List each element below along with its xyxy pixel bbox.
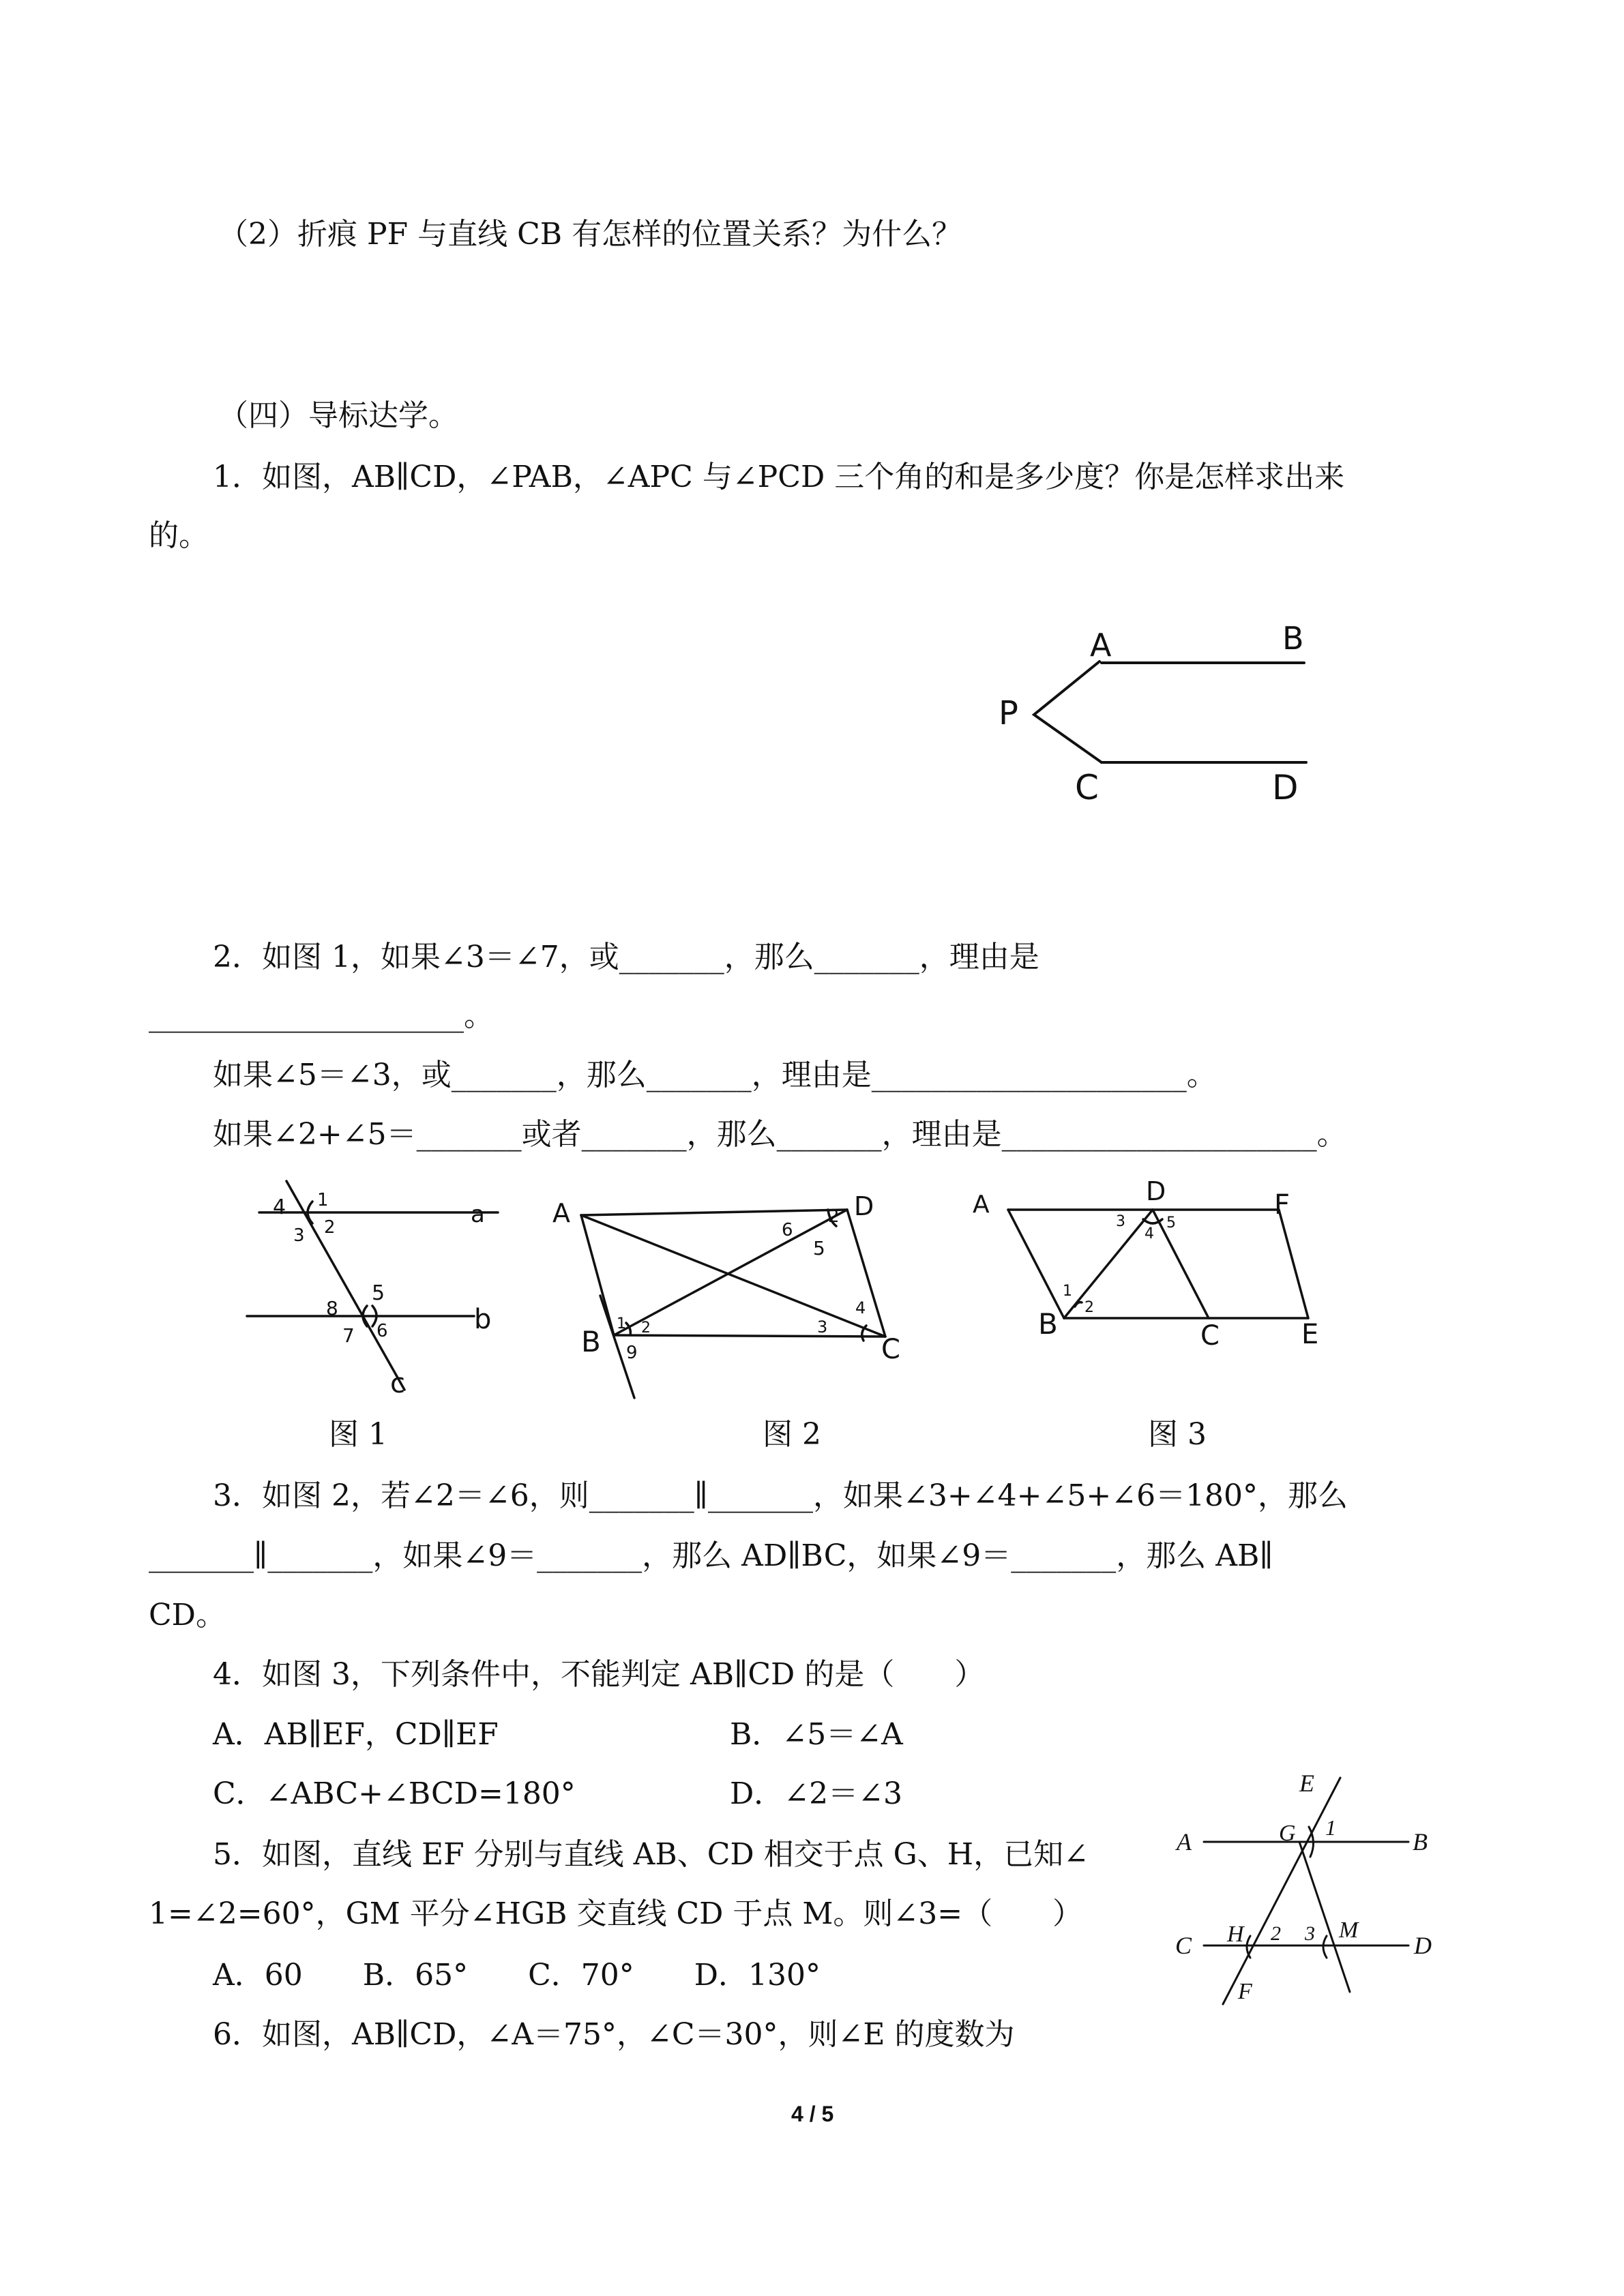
figure-3	[969, 1173, 1337, 1364]
q5-label-e: E	[1299, 1770, 1314, 1797]
q4-option-b: B．∠5＝∠A	[730, 1717, 903, 1752]
fig2-label-9: 9	[626, 1343, 638, 1363]
q5-label-2: 2	[1271, 1922, 1281, 1945]
q5-line1: 5．如图，直线 EF 分别与直线 AB、CD 相交于点 G、H，已知∠	[213, 1837, 1089, 1872]
q1-figure	[989, 621, 1330, 818]
page-number: 4 / 5	[791, 2102, 834, 2126]
q4-option-a: A．AB∥EF，CD∥EF	[213, 1717, 499, 1752]
fig3-label-d: D	[1146, 1176, 1166, 1206]
q3-line1: 3．如图 2，若∠2＝∠6，则_______∥_______，如果∠3+∠4+∠5+∠6＝180°，那么	[213, 1478, 1348, 1513]
fig1-label-3: 3	[293, 1225, 305, 1246]
fig2-label-b: B	[581, 1325, 601, 1358]
fig2-label-3: 3	[817, 1317, 828, 1337]
fig3-label-2: 2	[1084, 1299, 1094, 1316]
fig1-label-2: 2	[324, 1217, 336, 1238]
q1-line1: 1．如图，AB∥CD，∠PAB，∠APC 与∠PCD 三个角的和是多少度？你是怎样求出来	[213, 460, 1345, 494]
fig3-label-1: 1	[1063, 1283, 1072, 1300]
fig1-label-1: 1	[317, 1190, 329, 1210]
fig1-label-4: 4	[273, 1195, 286, 1219]
q4-option-d: D．∠2＝∠3	[730, 1776, 902, 1811]
q1-label-p: P	[999, 694, 1018, 732]
fig2-label-4: 4	[855, 1298, 866, 1317]
q5-label-1: 1	[1325, 1815, 1336, 1840]
fig1-label-b: b	[474, 1304, 492, 1335]
q1-label-a: A	[1090, 627, 1112, 664]
question-3-2: （2）折痕 PF 与直线 CB 有怎样的位置关系？为什么？	[218, 217, 962, 252]
fig1-label-8: 8	[326, 1297, 338, 1320]
q3-line3: CD。	[149, 1598, 226, 1632]
fig1-label-a: a	[471, 1201, 485, 1228]
q4-option-c: C．∠ABC+∠BCD=180°	[213, 1776, 576, 1811]
q5-label-3: 3	[1305, 1922, 1315, 1945]
fig2-caption: 图 2	[763, 1417, 821, 1452]
fig1-label-c: c	[390, 1368, 405, 1399]
fig2-label-a: A	[552, 1198, 570, 1228]
fig2-label-6: 6	[782, 1220, 793, 1240]
q2-line3: 如果∠5＝∠3，或_______，那么_______，理由是_____________________。	[213, 1058, 1217, 1092]
fig2-label-c: C	[881, 1334, 900, 1365]
q5-label-f: F	[1238, 1979, 1252, 2004]
q5-label-h: H	[1227, 1922, 1244, 1947]
fig3-label-e: E	[1301, 1319, 1319, 1350]
q5-label-a: A	[1177, 1828, 1192, 1855]
fig2-label-2b: 2	[828, 1206, 840, 1227]
q1-label-c: C	[1075, 768, 1099, 807]
q2-line4: 如果∠2+∠5＝_______或者_______，那么_______，理由是_____________________。	[213, 1117, 1347, 1152]
fig1-caption: 图 1	[329, 1417, 387, 1452]
q1-label-b: B	[1282, 620, 1304, 657]
q5-figure	[1170, 1770, 1456, 2015]
fig3-label-5: 5	[1166, 1214, 1176, 1232]
fig3-label-a: A	[973, 1191, 990, 1219]
figure-2	[546, 1180, 928, 1405]
section-4-title: （四）导标达学。	[218, 398, 458, 433]
q2-line2: _____________________。	[149, 998, 494, 1033]
fig3-label-3: 3	[1116, 1213, 1125, 1230]
fig3-caption: 图 3	[1148, 1417, 1207, 1452]
q6-line1: 6．如图，AB∥CD，∠A＝75°，∠C＝30°，则∠E 的度数为	[213, 2017, 1015, 2052]
fig1-label-5: 5	[372, 1281, 385, 1305]
q5-options: A．60 B．65° C．70° D．130°	[213, 1958, 821, 1993]
fig3-label-c: C	[1200, 1320, 1220, 1352]
q2-line1: 2．如图 1，如果∠3＝∠7，或_______，那么_______，理由是	[213, 940, 1039, 974]
fig2-label-2: 2	[641, 1320, 651, 1337]
fig1-label-7: 7	[342, 1324, 355, 1347]
fig2-label-5: 5	[813, 1237, 825, 1259]
fig3-label-4: 4	[1145, 1225, 1154, 1242]
fig2-label-d: D	[854, 1191, 874, 1221]
q1-line2: 的。	[149, 518, 209, 553]
q5-line2: 1=∠2=60°，GM 平分∠HGB 交直线 CD 于点 M。则∠3=（ ）	[149, 1896, 1083, 1931]
figure-1	[232, 1173, 525, 1405]
q4-stem: 4．如图 3，下列条件中，不能判定 AB∥CD 的是（ ）	[213, 1657, 985, 1692]
q5-label-b: B	[1413, 1828, 1428, 1855]
fig3-label-b: B	[1038, 1307, 1058, 1341]
q1-label-d: D	[1272, 768, 1299, 807]
fig1-label-6: 6	[377, 1321, 388, 1341]
q3-line2: _______∥_______，如果∠9＝_______，那么 AD∥BC，如果∠9＝_______，那么 AB∥	[149, 1538, 1273, 1573]
fig3-label-f: F	[1274, 1189, 1290, 1221]
fig2-label-1: 1	[617, 1315, 626, 1332]
q5-label-m: M	[1339, 1918, 1359, 1943]
q5-label-g: G	[1279, 1821, 1296, 1846]
q5-label-c: C	[1175, 1932, 1192, 1959]
q5-label-d: D	[1414, 1932, 1432, 1959]
